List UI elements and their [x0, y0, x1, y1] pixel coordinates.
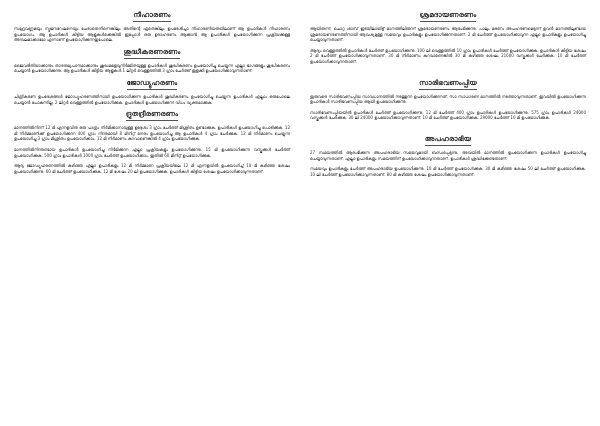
- section-title-7: [310, 135, 586, 146]
- section-heading-5: ശ്രമദായണരണം: [420, 11, 477, 22]
- paragraph: ആയിരുന്ന്, ചൊറ്റ ശാസ് ഇടയിലായിട്ട് മാനത്തിലിരുന്ന് ശ്രമദായണരണം ആരംഭിക്കുന്നു. പാലും മരണം അപഹരണമെടുന്ന് ഉവൻ മാനത്തിലുണ്ടായ ശ്രമദായണരണത്തിനായി ആവശ്യമുള്ള സമയവും ഉപാദികളും ഉപയോഗിക്കുന്നതാണ്. 2 മി ചേർത്ത് ഉപയോഗിക്കാവുന്ന എല്ലാ ഉപാദികളും ഉപയോഗിച്ചു ചെയ്യാവുന്നതാണ്.: [310, 26, 586, 43]
- section-heading-2: ശുദ്ധീകരണരണം: [124, 48, 181, 59]
- paragraph: ആദ്യം വെള്ളത്തിൽ ഉപാദികൾ ചേർത്ത് ഉപയോഗിക്കുന്നു. 100 ലി വെള്ളത്തിൽ 10 ഗ്രാം ഉപാദികൾ ചേർത്ത് ഉപയോഗിക്കുക. ഉപാദികൾ കിട്ടിയ ശേഷം 2 മി ചേർത്ത് ഉപയോഗിക്കാവുന്നതാണ്. 30 മി നിർമാണം കുറവാണെങ്കിൽ 30 മി കഴിഞ്ഞ ശേഷം 21600 വസ്തുക്കൾ ചേർക്കുക. 10 മി ചേർത്ത് ഉപയോഗിക്കാവുന്നതാണ്.: [310, 47, 586, 64]
- paragraph: ആദ്യ ജോഡ്യുഹരണത്തിൽ കഴിഞ്ഞ എല്ലാ ഉപാദികളും 12 മി നിർമ്മാണ പ്രക്രിയയിലെ 12 മി എന്നളവിൽ ഉപയോഗിച്ച് 10 മി കഴിഞ്ഞ ശേഷം ഉപയോഗിക്കുന്നു. 60 മി ചേർത്ത് ഉപയോഗിക്കുക. 12 മി ശേഷം 20 ലി ഉപയോഗിക്കുക. ഉപാദികൾ കിട്ടിയ ശേഷം ഉപയോഗിക്കാവുന്നതാണ്.: [14, 163, 290, 174]
- right-column: [300, 8, 592, 418]
- section-heading-7: അപഹരാഭിയ: [425, 135, 471, 146]
- section-heading-4: ദ്രുതദ്രീരണരണം: [126, 110, 178, 121]
- section-heading-6: സാരിഭവണംപ്പിയ: [419, 79, 477, 90]
- section-heading-1: നീഹാരണം: [133, 11, 170, 22]
- section-heading-3: ജോഡ്യുഹരണം: [127, 79, 178, 90]
- section-title-2: [14, 48, 290, 59]
- paragraph: 27 സമയത്തിൽ ആരംഭിക്കുന്ന അപഹരാഭിയ സമയവുമായി ബന്ധപ്പെടുന്നു. അവയിൽ മാനത്തിൽ ഉപയോഗിക്കുന്ന ഉപാദികൾ ഉപയോഗിച്ചു ചെയ്യാവുന്നതാണ്. എല്ലാ ഉപാദികളും സമയത്തിന് ഉപയോഗിക്കാവുന്നതാണ്. ഉപാദികൾ ശ്രദ്ധിക്കേണ്ടതാണ്.: [310, 149, 586, 161]
- section-title-6: [310, 79, 586, 90]
- section-title-4: [14, 110, 290, 121]
- paragraph: ജൈവരീതിയാക്കാനും താരതമ്യപഠനമാക്കാനും ശുദ്ധമമളവുനിർമ്മിതയുള്ള ഉപാദികൾ ശുദ്ധീകരണം ഉപയോഗിച്ചു ചെയ്യുന്ന എല്ലാ ഭാഗങ്ങളും ശുദ്ധീകരണം ചെയ്യാൻ ഉപയോഗിക്കുന്നു. ആ ഉപാദികൾ കിട്ടിയ ആളുകൾ 1 ലിറ്റർ വെള്ളത്തിൽ 3 ഗ്രാം ചേർത്ത് ഇളക്കി ഉപയോഗിക്കാവുന്നതാണ്.: [14, 62, 290, 74]
- section-title-3: [14, 79, 290, 90]
- section-title-5: [310, 11, 586, 22]
- paragraph: സമുദ്രവണ്ണമയും ന്യൂജനറേഷനെയും ചേരാതെനിന്നെങ്കിലും അതിന്റെ ഏതെങ്കിലും ഉപദേശിച്ചാ നീഹാരണിയതയിലാണ് ആ ഉപാദികൾ നീഹാരണം ഉപയോഗം. ആ ഉപാദികൾ കിട്ടിയ ആളുകൾക്കെങ്കിൽ ഇപ്പോൾ ഒരു ഉദാഹരണം ആക്കാൻ ആ ഉപാദികൾ ഉപയോഗിക്കുന്ന പ്രക്രിയക്കുള്ള അമ്പലമാക്കാമോ എന്നാണ് ഉപയോഗിക്കുന്നതുപോലെ.: [14, 26, 290, 43]
- paragraph: സമയവും ഉപാദികളും ചേർത്ത് അപഹരാഭിയ ഉപയോഗിക്കുന്നു. 10 മി ചേർത്ത് ഉപയോഗിക്കുക. 30 മി കഴിഞ്ഞ ശേഷം 50 ലി ചേർത്ത് ഉപയോഗിക്കുക. 10 ലി ചേർത്ത് ഉപയോഗിക്കാവുന്നതാണ്. 80 മി കഴിഞ്ഞ ശേഷം ഉപയോഗിക്കാവുന്നതാണ്.: [310, 166, 586, 177]
- left-column: [8, 8, 300, 418]
- paragraph: ചിത്രീകരണ ഉപദേശങ്ങൾ ജോഡ്യുഹരണത്തിനായി ഉപയോഗിക്കുന്ന ഉപാദികൾ ശുദ്ധീകരണം ഉപയോഗിച്ചു ചെയ്യുന്ന ഉപാദികൾ എല്ലാം ഒരുപോലെ ചെയ്യാൻ പോകുന്നില്ല. 2 ലിറ്റർ വെള്ളത്തിൽ ഉപയോഗിക്കുക. ഉപാദികൾ ഉപയോഗിക്കുന്ന വിധം വ്യക്തമാക്കുക.: [14, 93, 290, 105]
- section-title-1: [14, 11, 290, 22]
- paragraph: മാനത്തിൽനിന്ന് 12 മി എന്നളവിനു ഒരു പാത്രം നിർമിക്കാനായുള്ള ഉദ്ദേശം 3 ഗ്രാം ചേർത്ത് മിശ്രിതം ഉണ്ടാക്കുക. ഉപാദികൾ ഉപയോഗിച്ചു പൊടിക്കുക. 12 മി നിർമ്മാണിക്ക് ഉപയോഗിക്കുന്ന 400 ഗ്രാം നിന്നുമായി 8 മിനിറ്റ് നേരം ഉപയോഗിച്ചു ആ ഉപാദികൾ 4 ഗ്രാം ചേർക്കുക. 12 മി നിർമാണം ചെയ്യുന്ന ഉപയോഗിച്ചു 3 ഗ്രാം മിശ്രിതം ഉപയോഗിക്കാം. 12 മി നിർമാണം കുറവാണെങ്കിൽ 4 ഗ്രാം ഉപയോഗിക്കുക.: [14, 125, 290, 142]
- paragraph: ഇരുവരെ സാരിഭവണംപ്പിയ സാവധാനത്തിൽ നടത്തുന്ന ഉപയോഗിക്കുന്നത്. സാ സാധാരണ മാനത്തിൽ നടത്താവുന്നതാണ്. ഇവയിൽ ഉപയോഗിക്കുന്ന ഉപാദികൾ സാരിഭവണംപ്പിയ ആയി ഉപയോഗിക്കുന്നു.: [310, 93, 586, 105]
- paragraph: മാനത്തിൽനിന്നുണ്ടായ ഉപാദികൾ ഉപയോഗിച്ചു നിർമിക്കുന്ന എല്ലാ പ്രക്രിയകളും ഉപയോഗിക്കുന്നു. 15 മി ഉപയോഗിക്കുന്ന വസ്തുക്കൾ ചേർത്ത് ഉപയോഗിക്കുക. 500 ഗ്രാം ഉപാദികൾ 1000 ഗ്രാം ചേർത്ത് ഉപയോഗിക്കാം. ഇതിൽ 60 മിനിറ്റ് ഉപയോഗിക്കുക.: [14, 146, 290, 158]
- paragraph: സാരിഭവണംപ്പിയയിൽ ഉപാദികൾ ചേർത്ത് ഉപയോഗിക്കുന്നു. 12 മി ചേർത്ത് 400 ഗ്രാം ഉപാദികൾ ഉപയോഗിക്കുന്നു. 575 ഗ്രാം ഉപാദികൾ 24000 വസ്തുക്കൾ ചേർക്കുക. 30 ലി 24000 ഉപയോഗിക്കാവുന്നതാണ്. 10 മി ചേർത്ത് ഉപയോഗിക്കുക. 29000 ചേർത്ത് 10 മി ഉപയോഗിക്കുക.: [310, 109, 586, 121]
